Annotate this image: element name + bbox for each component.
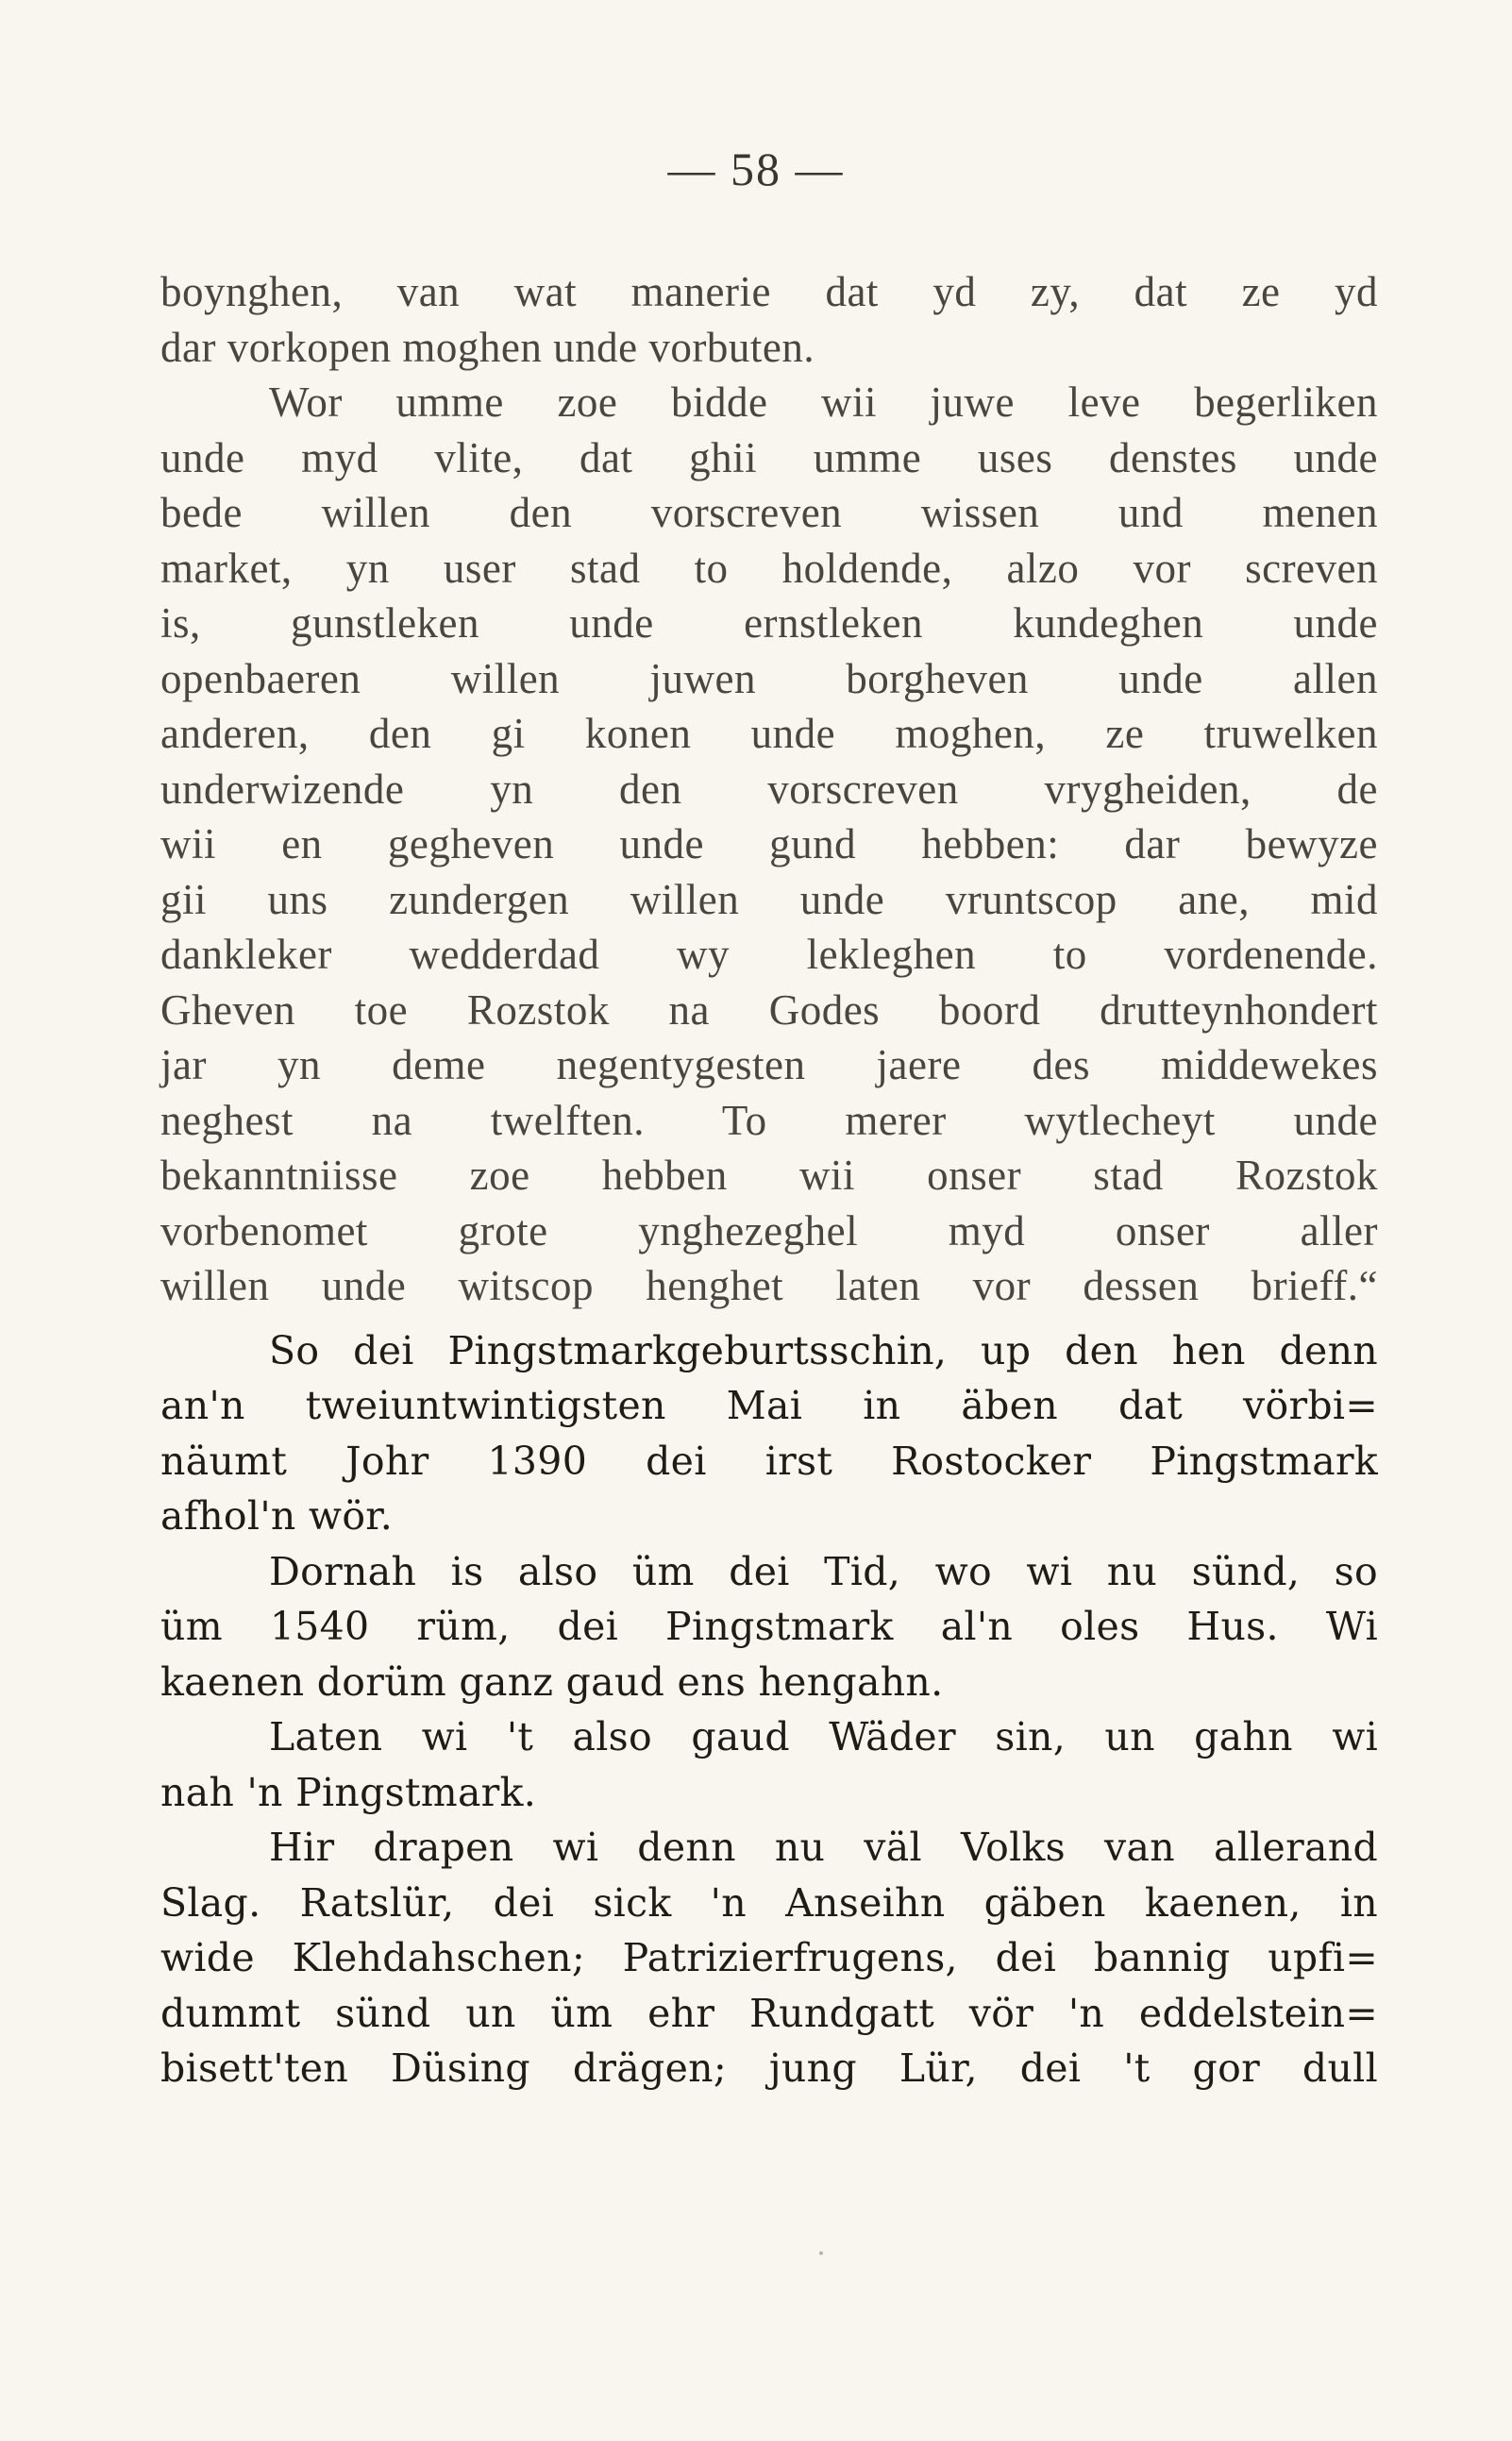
text-line: is, gunstleken unde ernstleken kundeghen unde	[160, 599, 1378, 647]
body-text	[160, 264, 1378, 2096]
text-line: wide Klehdahschen; Patrizierfrugens, dei bannig upfi=	[160, 1935, 1378, 1980]
text-line: Hir drapen wi denn nu väl Volks van allerand	[269, 1825, 1378, 1870]
text-line: boynghen, van wat manerie dat yd zy, dat ze yd	[160, 268, 1378, 315]
text-line: dummt sünd un üm ehr Rundgatt vör 'n eddelstein=	[160, 1990, 1378, 2036]
text-line: nah 'n Pingstmark.	[160, 1769, 537, 1815]
text-line: afhol'n wör.	[160, 1493, 394, 1539]
page-number: — 58 —	[667, 143, 845, 195]
text-line: Gheven toe Rozstok na Godes boord drutteynhondert	[160, 985, 1378, 1034]
text-line: bede willen den vorscreven wissen und menen	[160, 489, 1378, 536]
text-line: So dei Pingstmarkgeburtsschin, up den hen denn	[269, 1327, 1378, 1373]
text-line: vorbenomet grote ynghezeghel myd onser aller	[160, 1206, 1378, 1254]
text-line: willen unde witscop henghet laten vor dessen brieff.“	[160, 1262, 1378, 1309]
text-line: anderen, den gi konen unde moghen, ze truwelken	[160, 710, 1378, 757]
text-line: üm 1540 rüm, dei Pingstmark al'n oles Hus. Wi	[160, 1604, 1378, 1649]
text-line: kaenen dorüm ganz gaud ens hengahn.	[160, 1658, 944, 1705]
text-line: dar vorkopen moghen unde vorbuten.	[160, 323, 815, 371]
text-line: market, yn user stad to holdende, alzo vor screven	[160, 544, 1378, 592]
text-line: wii en gegheven unde gund hebben: dar bewyze	[160, 820, 1378, 867]
text-line: underwizende yn den vorscreven vrygheiden, de	[160, 765, 1378, 813]
text-line: näumt Johr 1390 dei irst Rostocker Pingstmark	[160, 1438, 1378, 1484]
text-line: an'n tweiuntwintigsten Mai in äben dat vörbi=	[160, 1383, 1378, 1428]
text-line: dankleker wedderdad wy lekleghen to vordenende.	[160, 931, 1378, 978]
text-line: jar yn deme negentygesten jaere des middewekes	[160, 1041, 1378, 1088]
text-line: bisett'ten Düsing drägen; jung Lür, dei 't gor dull	[160, 2045, 1378, 2091]
section-gap	[160, 1314, 1378, 1323]
text-line: gii uns zundergen willen unde vruntscop ane, mid	[160, 875, 1378, 923]
text-line: Laten wi 't also gaud Wäder sin, un gahn wi	[269, 1714, 1378, 1759]
text-line: bekanntniisse zoe hebben wii onser stad Rozstok	[160, 1152, 1378, 1199]
paper-speck	[819, 2251, 823, 2255]
text-line: neghest na twelften. To merer wytlecheyt unde	[160, 1096, 1378, 1144]
text-line: Slag. Ratslür, dei sick 'n Anseihn gäben kaenen, in	[160, 1879, 1378, 1926]
text-line: Dornah is also üm dei Tid, wo wi nu sünd, so	[269, 1548, 1378, 1594]
text-line: unde myd vlite, dat ghii umme uses denstes unde	[160, 433, 1378, 481]
text-line: Wor umme zoe bidde wii juwe leve begerliken	[269, 379, 1378, 426]
text-line: openbaeren willen juwen borgheven unde allen	[160, 654, 1378, 702]
